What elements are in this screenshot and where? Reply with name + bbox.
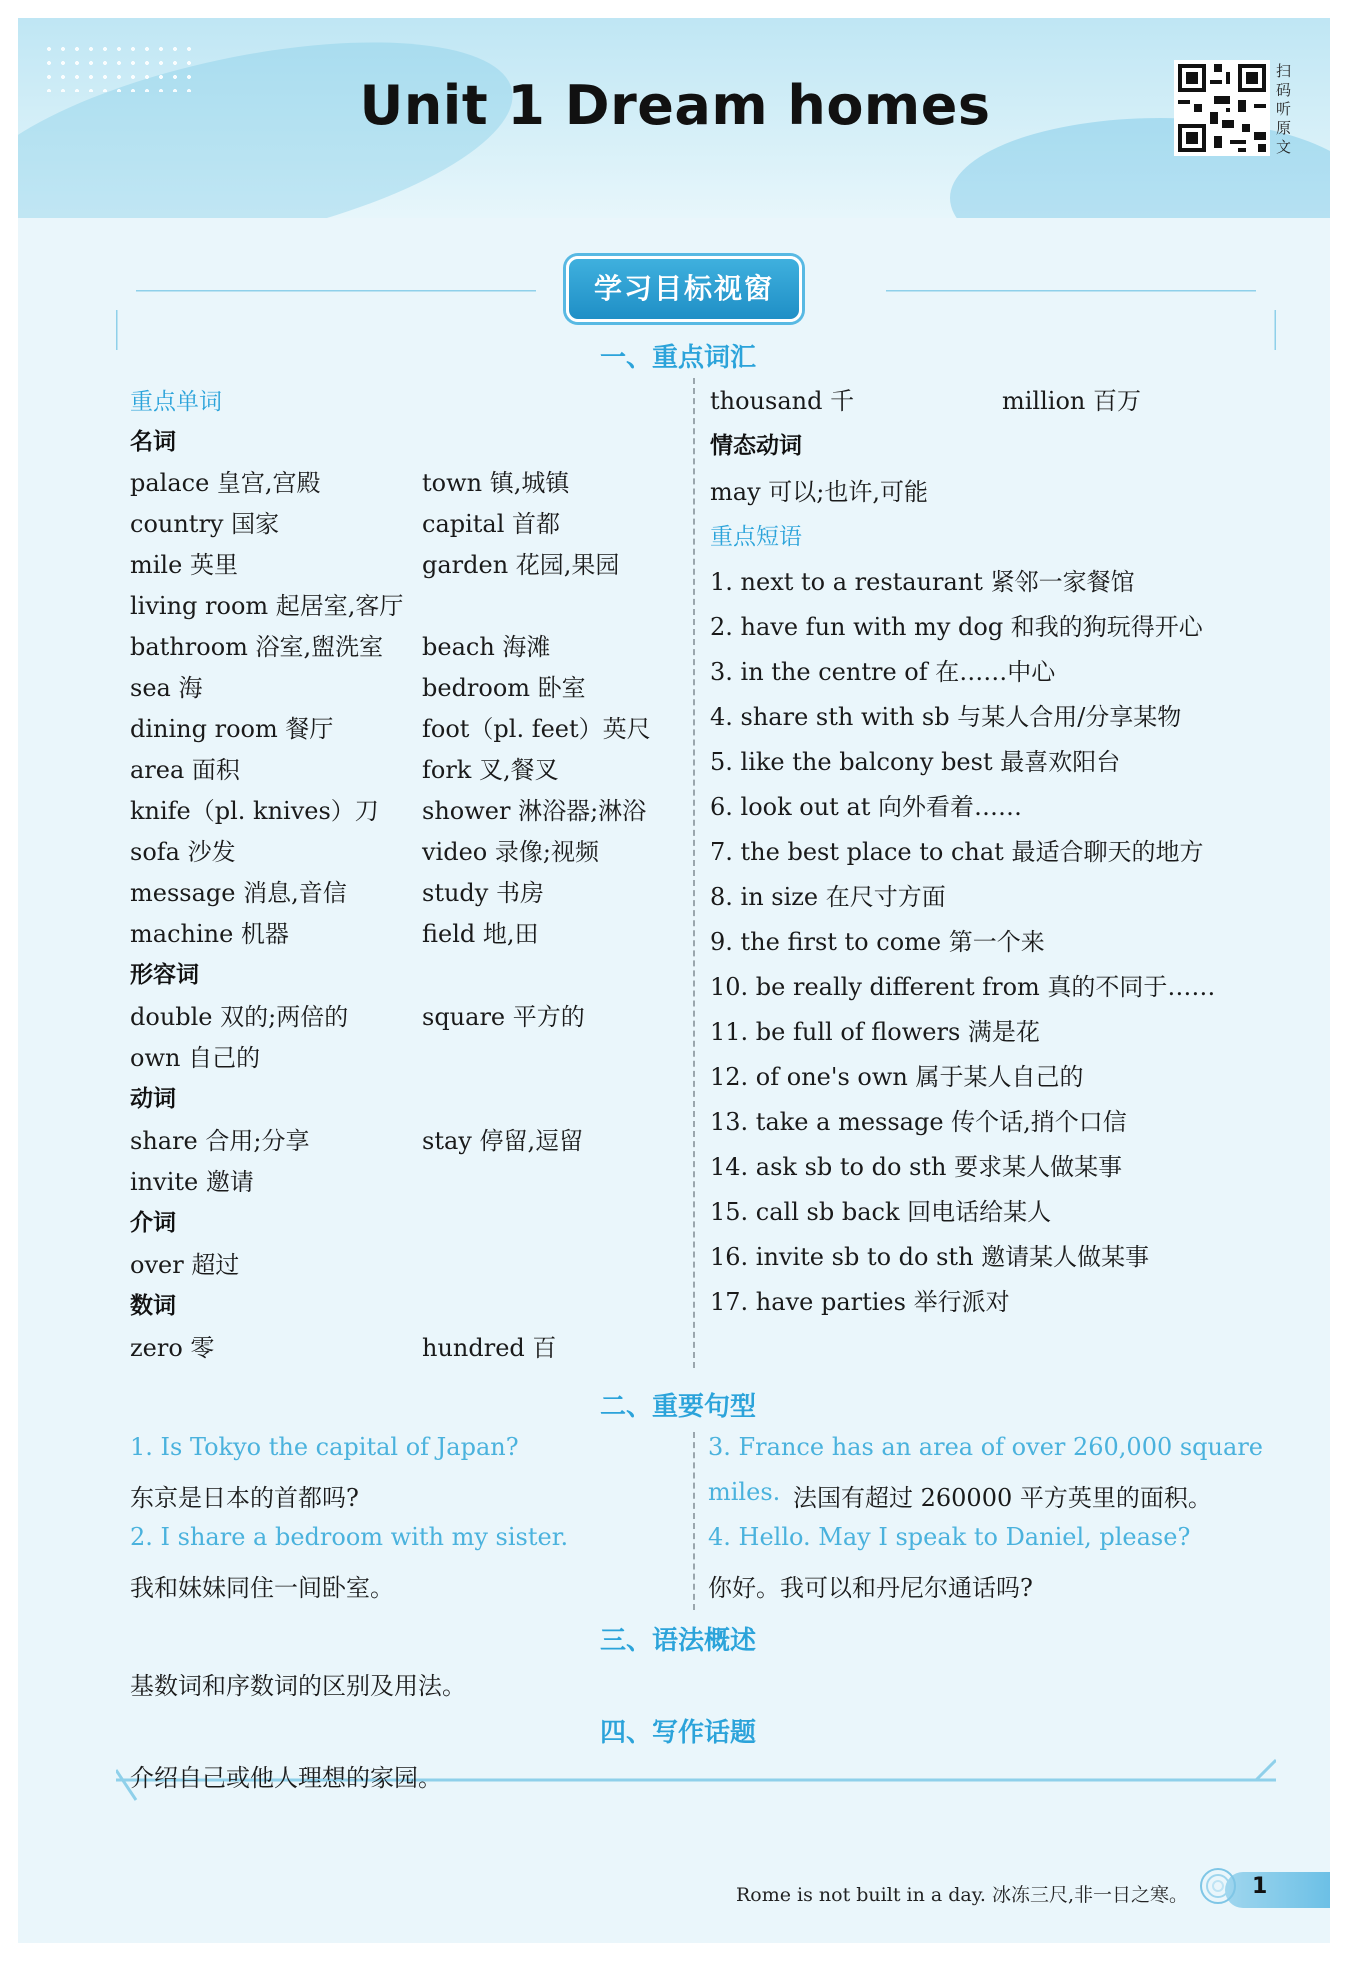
phrase-item: 13. take a message 传个话,捎个口信	[710, 1108, 1127, 1136]
phrase-item: 11. be full of flowers 满是花	[710, 1018, 1040, 1046]
vocab-item: million 百万	[1002, 387, 1141, 415]
section-heading-vocab: 一、重点词汇	[600, 343, 757, 373]
phrase-item: 16. invite sb to do sth 邀请某人做某事	[710, 1243, 1150, 1271]
phrase-item: 12. of one's own 属于某人自己的	[710, 1063, 1084, 1091]
vocab-item: mile 英里	[130, 551, 238, 579]
column-divider	[693, 378, 695, 1368]
vocab-item: own 自己的	[130, 1044, 261, 1072]
vocab-item: invite 邀请	[130, 1168, 254, 1196]
phrase-item: 5. like the balcony best 最喜欢阳台	[710, 748, 1121, 776]
vocab-item: town 镇,城镇	[422, 469, 570, 497]
swirl-icon	[1198, 1866, 1238, 1906]
section-heading-writing: 四、写作话题	[600, 1718, 757, 1748]
vocab-item: square 平方的	[422, 1003, 585, 1031]
sentence-english: 4. Hello. May I speak to Daniel, please?	[708, 1523, 1191, 1551]
vocab-item: living room 起居室,客厅	[130, 592, 404, 620]
vocab-item: fork 叉,餐叉	[422, 756, 559, 784]
vocab-item: sofa 沙发	[130, 838, 236, 866]
page-number: 1	[1252, 1874, 1268, 1899]
phrase-item: 2. have fun with my dog 和我的狗玩得开心	[710, 613, 1203, 641]
prepositions-heading: 介词	[130, 1210, 176, 1236]
vocab-item: stay 停留,逗留	[422, 1127, 584, 1155]
footer-proverb: Rome is not built in a day. 冰冻三尺,非一日之寒。	[736, 1884, 1189, 1906]
section-heading-sentences: 二、重要句型	[600, 1392, 757, 1422]
key-phrases-heading: 重点短语	[710, 524, 802, 550]
vocab-item: video 录像;视频	[422, 838, 599, 866]
sentence-english: 3. France has an area of over 260,000 square	[708, 1433, 1263, 1461]
phrase-item: 10. be really different from 真的不同于……	[710, 973, 1216, 1001]
vocab-item: shower 淋浴器;淋浴	[422, 797, 647, 825]
phrase-item: 14. ask sb to do sth 要求某人做某事	[710, 1153, 1123, 1181]
vocab-item: may 可以;也许,可能	[710, 478, 928, 506]
unit-title: Unit 1 Dream homes	[359, 74, 991, 137]
vocab-item: knife（pl. knives）刀	[130, 797, 379, 825]
sentence-english: 2. I share a bedroom with my sister.	[130, 1523, 569, 1551]
qr-code-icon[interactable]	[1174, 60, 1270, 156]
sentence-chinese: 东京是日本的首都吗?	[130, 1484, 359, 1512]
vocab-item: sea 海	[130, 674, 203, 702]
vocab-item: study 书房	[422, 879, 544, 907]
sentence-chinese: 法国有超过 260000 平方英里的面积。	[793, 1484, 1212, 1512]
phrase-item: 15. call sb back 回电话给某人	[710, 1198, 1052, 1226]
vocab-item: bedroom 卧室	[422, 674, 586, 702]
verbs-heading: 动词	[130, 1086, 176, 1112]
vocab-item: beach 海滩	[422, 633, 551, 661]
column-divider	[693, 1432, 695, 1610]
grammar-text: 基数词和序数词的区别及用法。	[130, 1672, 466, 1700]
sentence-english: 1. Is Tokyo the capital of Japan?	[130, 1433, 519, 1461]
phrase-item: 3. in the centre of 在……中心	[710, 658, 1056, 686]
vocab-item: machine 机器	[130, 920, 289, 948]
sentence-chinese: 我和妹妹同住一间卧室。	[130, 1574, 394, 1602]
vocab-item: share 合用;分享	[130, 1127, 310, 1155]
sentence-english: miles.	[708, 1478, 781, 1506]
vocab-item: palace 皇宫,宫殿	[130, 469, 321, 497]
vocab-item: country 国家	[130, 510, 280, 538]
phrase-item: 4. share sth with sb 与某人合用/分享某物	[710, 703, 1182, 731]
phrase-item: 9. the first to come 第一个来	[710, 928, 1045, 956]
learning-goals-banner: 学习目标视窗	[566, 256, 802, 322]
page-number-tab	[1225, 1872, 1330, 1908]
vocab-item: over 超过	[130, 1251, 240, 1279]
modal-verbs-heading: 情态动词	[710, 433, 802, 459]
vocab-item: zero 零	[130, 1334, 215, 1362]
phrase-item: 8. in size 在尺寸方面	[710, 883, 946, 911]
key-words-heading: 重点单词	[130, 389, 222, 415]
vocab-item: hundred 百	[422, 1334, 557, 1362]
qr-label: 扫码听原文	[1276, 62, 1292, 156]
vocab-item: foot（pl. feet）英尺	[422, 715, 651, 743]
vocab-item: dining room 餐厅	[130, 715, 334, 743]
vocab-item: field 地,田	[422, 920, 539, 948]
section-heading-grammar: 三、语法概述	[600, 1626, 757, 1656]
sentence-chinese: 你好。我可以和丹尼尔通话吗?	[708, 1574, 1033, 1602]
writing-text: 介绍自己或他人理想的家园。	[130, 1764, 442, 1792]
phrase-item: 17. have parties 举行派对	[710, 1288, 1010, 1316]
vocab-item: bathroom 浴室,盥洗室	[130, 633, 384, 661]
numerals-heading: 数词	[130, 1293, 176, 1319]
vocab-item: garden 花园,果园	[422, 551, 620, 579]
phrase-item: 6. look out at 向外看着……	[710, 793, 1023, 821]
adjectives-heading: 形容词	[130, 962, 199, 988]
vocab-item: message 消息,音信	[130, 879, 347, 907]
phrase-item: 1. next to a restaurant 紧邻一家餐馆	[710, 568, 1135, 596]
phrase-item: 7. the best place to chat 最适合聊天的地方	[710, 838, 1204, 866]
nouns-heading: 名词	[130, 429, 176, 455]
vocab-item: thousand 千	[710, 387, 855, 415]
vocab-item: double 双的;两倍的	[130, 1003, 349, 1031]
vocab-item: area 面积	[130, 756, 240, 784]
vocab-item: capital 首都	[422, 510, 561, 538]
